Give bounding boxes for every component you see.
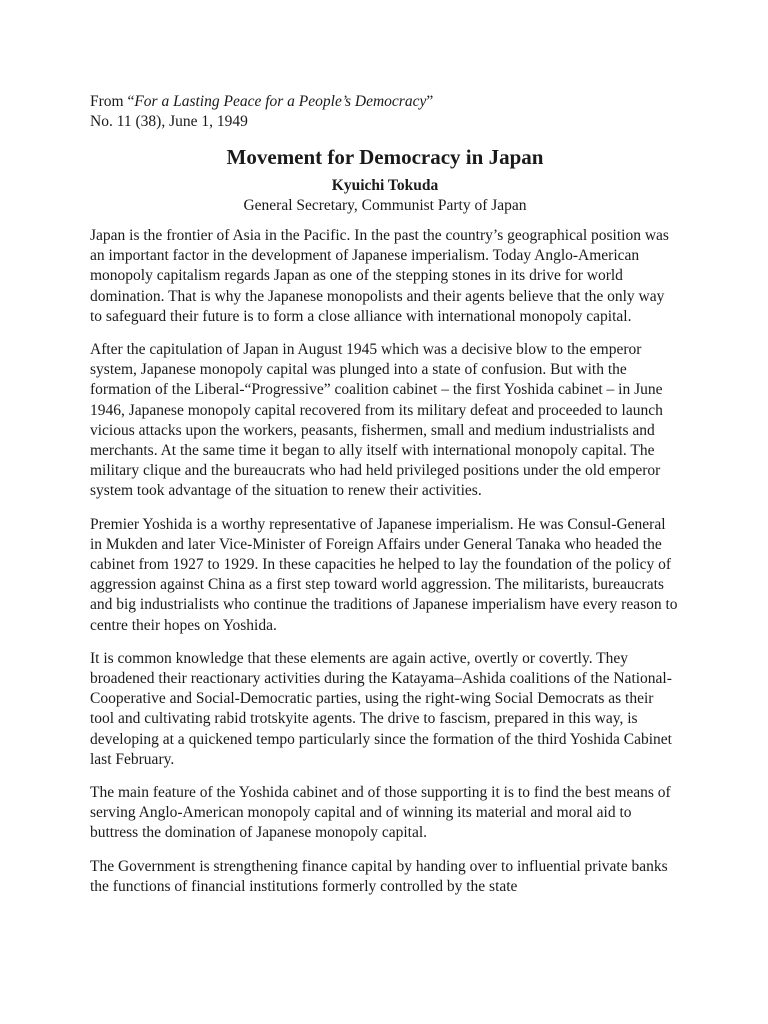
author-affiliation: General Secretary, Communist Party of Japan xyxy=(243,197,527,214)
article-title: Movement for Democracy in Japan xyxy=(226,145,544,169)
paragraph: Japan is the frontier of Asia in the Pacific. In the past the country’s geographical position was an important factor in the development of Japanese imperialism. Today Anglo-American monopoly capitalism regards Japan as one of the stepping stones in its drive for world domination. That is why the Japanese monopolists and their agents believe that the only way to safeguard their future is to form a close alliance with international monopoly capital. xyxy=(90,227,669,325)
paragraph: The Government is strengthening finance capital by handing over to influential private banks the functions of financial institutions formerly controlled by the state xyxy=(90,857,668,895)
paragraph: After the capitulation of Japan in August 1945 which was a decisive blow to the emperor system, Japanese monopoly capital was plunged into a state of confusion. But with the formation of the Liberal-“Progressive” coalition cabinet – the first Yoshida cabinet – in June 1946, Japanese monopoly capital recovered from its military defeat and proceeded to launch vicious attacks upon the workers, peasants, fishermen, small and medium industrialists and merchants. At the same time it began to ally itself with international monopoly capital. The military clique and the bureaucrats who had held privileged positions under the old emperor system took advantage of the situation to renew their activities. xyxy=(90,341,663,500)
source-line xyxy=(90,92,680,112)
source-issue: No. 11 (38), June 1, 1949 xyxy=(90,113,248,130)
source-prefix: From “ xyxy=(90,93,135,110)
article-author: Kyuichi Tokuda xyxy=(331,177,439,194)
source-publication: For a Lasting Peace for a People’s Democracy xyxy=(134,93,427,110)
article-body xyxy=(90,226,680,897)
paragraph: Premier Yoshida is a worthy representative of Japanese imperialism. He was Consul-General in Mukden and later Vice-Minister of Foreign Affairs under General Tanaka who headed the cabinet from 1927 to 1929. In these capacities he helped to lay the foundation of the policy of aggression against China as a first step toward world aggression. The militarists, bureaucrats and big industrialists who continue the traditions of Japanese imperialism have every reason to centre their hopes on Yoshida. xyxy=(90,515,678,634)
paragraph: It is common knowledge that these elements are again active, overtly or covertly. They broadened their reactionary activities during the Katayama–Ashida coalitions of the National-Cooperative and Social-Democratic parties, using the right-wing Social Democrats as their tool and cultivating rabid trotskyite agents. The drive to fascism, prepared in this way, is developing at a quickened tempo particularly since the formation of the third Yoshida Cabinet last February. xyxy=(90,649,672,768)
document-page xyxy=(90,92,680,910)
paragraph: The main feature of the Yoshida cabinet and of those supporting it is to find the best means of serving Anglo-American monopoly capital and of winning its material and moral aid to buttress the domination of Japanese monopoly capital. xyxy=(90,784,671,842)
source-suffix: ” xyxy=(426,93,434,110)
